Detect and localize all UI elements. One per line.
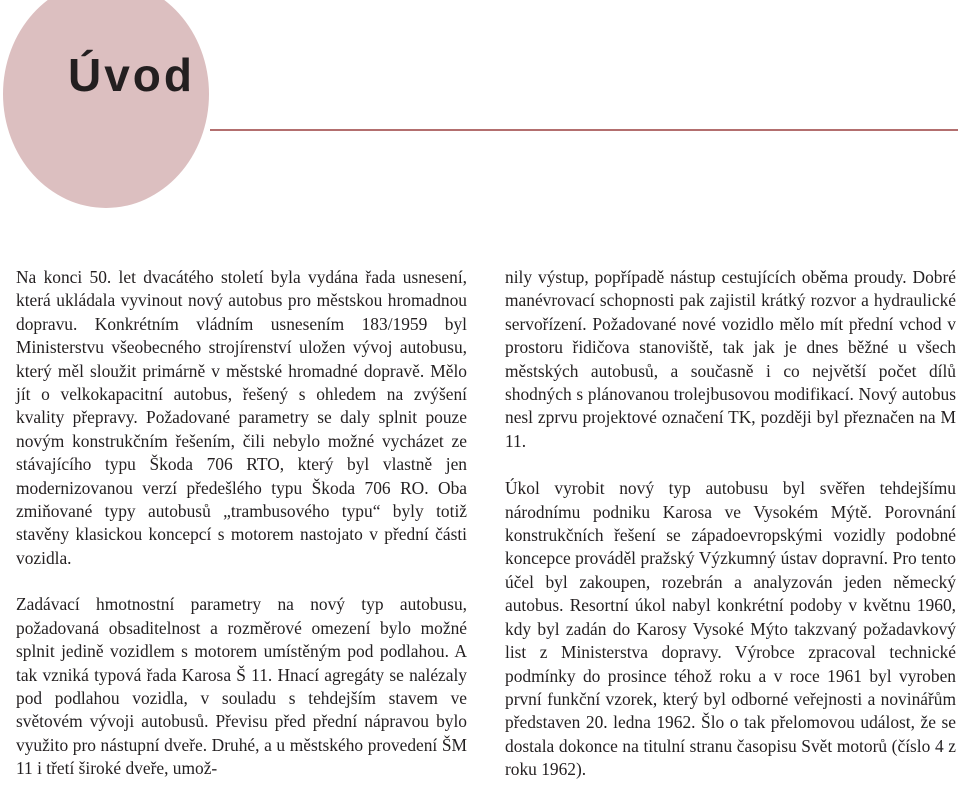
- paragraph: Na konci 50. let dvacátého století byla vydána řada usnesení, která ukládala vyvinout nový autobus pro městskou hromadnou dopravu. Konkrétním vládním usnesením 183/1959 byl Ministerstvu všeobecného strojírenství uložen vývoj autobusu, který měl sloužit primárně v městské hromadné dopravě. Mělo jít o velkokapacitní autobus, řešený s ohledem na zvýšení kvality přepravy. Požadované parametry se daly splnit pouze novým konstrukčním řešením, čili nebylo možné vycházet ze stávajícího typu Škoda 706 RTO, který byl vlastně jen modernizovanou verzí předešlého typu Škoda 706 RO. Oba zmiňované typy autobusů „trambusového typu“ byly totiž stavěny klasickou koncepcí s motorem nastojato v přední části vozidla.: [16, 267, 467, 568]
- text-column-right: [505, 266, 956, 782]
- title-rule: [210, 129, 958, 131]
- header-circle-decoration: [3, 0, 209, 208]
- paragraph: Zadávací hmotnostní parametry na nový typ autobusu, požadovaná obsaditelnost a rozměrové omezení bylo možné splnit jedině vozidlem s motorem umístěným pod podlahou. A tak vzniká typová řada Karosa Š 11. Hnací agregáty se nalézaly pod podlahou vozidla, v souladu s tehdejším stavem ve světovém vývoji autobusů. Převisu před přední nápravou bylo využito pro nástupní dveře. Druhé, a u městského provedení ŠM 11 i třetí široké dveře, umož-: [16, 594, 467, 779]
- paragraph: nily výstup, popřípadě nástup cestujících oběma proudy. Dobré manévrovací schopnosti pak zajistil krátký rozvor a hydraulické servořízení. Požadované nové vozidlo mělo mít přední vchod v prostoru řidičova stanoviště, tak jak je dnes běžné u všech městských autobusů, a současně i co největší počet dílů shodných s plánovanou trolejbusovou modifikací. Nový autobus nesl zprvu projektové označení TK, později byl přeznačen na M 11.: [505, 267, 956, 451]
- page-title: Úvod: [68, 49, 195, 101]
- paragraph: Úkol vyrobit nový typ autobusu byl svěřen tehdejšímu národnímu podniku Karosa ve Vysokém Mýtě. Porovnání konstrukčních řešení se západoevropskými vozidly podobné koncepce prováděl pražský Výzkumný ústav dopravní. Pro tento účel byl zakoupen, rozebrán a analyzován jeden německý autobus. Resortní úkol nabyl konkrétní podoby v květnu 1960, kdy byl zadán do Karosy Vysoké Mýto takzvaný požadavkový list z Ministerstva dopravy. Výrobce zpracoval technické podmínky do prosince téhož roku a v roce 1961 byl vyroben první funkční vzorek, který byl odborné veřejnosti a novinářům představen 20. ledna 1962. Šlo o tak přelomovou událost, že se dostala dokonce na titulní stranu časopisu Svět motorů (číslo 4 z roku 1962).: [505, 478, 956, 780]
- text-column-left: [16, 266, 467, 781]
